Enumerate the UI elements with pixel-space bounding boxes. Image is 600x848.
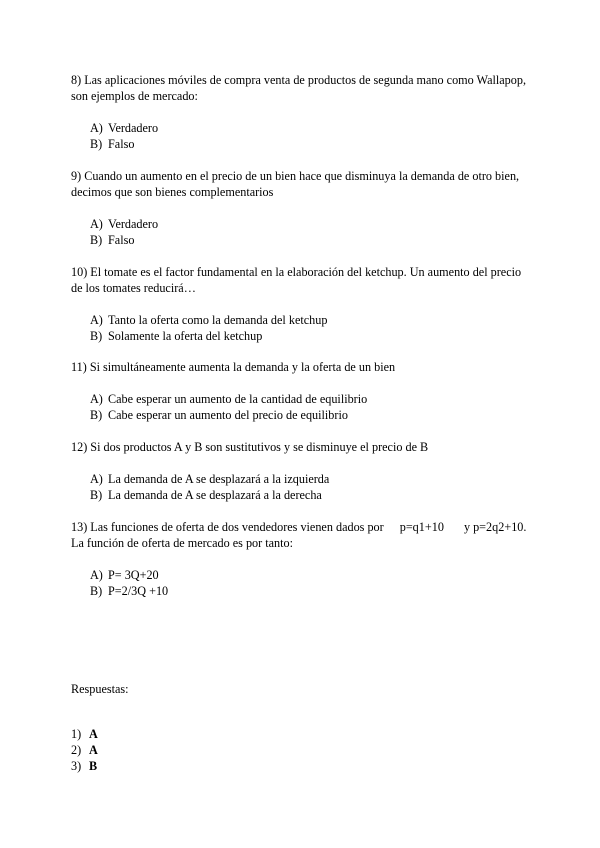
question-text: 12) Si dos productos A y B son sustitutivos y se disminuye el precio de B bbox=[71, 440, 429, 454]
option-b bbox=[71, 407, 531, 423]
question-10 bbox=[71, 264, 531, 344]
formula-2: y p=2q2+10. bbox=[463, 520, 527, 534]
option-text: Falso bbox=[108, 137, 135, 151]
question-13 bbox=[71, 519, 531, 599]
option-letter: A) bbox=[90, 472, 103, 486]
option-text: Falso bbox=[108, 233, 135, 247]
responses-heading: Respuestas: bbox=[71, 682, 129, 696]
formula-1: p=q1+10 bbox=[399, 520, 444, 534]
question-12 bbox=[71, 439, 531, 503]
option-a bbox=[71, 567, 531, 583]
option-letter: A) bbox=[90, 392, 103, 406]
question-text: 11) Si simultáneamente aumenta la demanda y la oferta de un bien bbox=[71, 360, 396, 374]
option-text: P= 3Q+20 bbox=[108, 568, 159, 582]
options-list bbox=[71, 471, 531, 503]
option-text: Verdadero bbox=[108, 217, 159, 231]
option-letter: A) bbox=[90, 568, 103, 582]
option-letter: B) bbox=[90, 137, 103, 151]
answer-value: A bbox=[89, 743, 98, 757]
question-11 bbox=[71, 359, 531, 423]
question-8 bbox=[71, 72, 531, 152]
option-text: P=2/3Q +10 bbox=[108, 584, 169, 598]
question-text: 8) Las aplicaciones móviles de compra venta de productos de segunda mano como Wallapop, son ejemplos de mercado: bbox=[71, 73, 527, 103]
options-list bbox=[71, 312, 531, 344]
question-9 bbox=[71, 168, 531, 248]
options-list bbox=[71, 120, 531, 152]
option-b bbox=[71, 136, 531, 152]
answer-number: 2) bbox=[71, 743, 82, 757]
question-text: 9) Cuando un aumento en el precio de un bien hace que disminuya la demanda de otro bien, decimos que son bienes complementarios bbox=[71, 169, 520, 199]
question-text: 10) El tomate es el factor fundamental en la elaboración del ketchup. Un aumento del precio de los tomates reducirá… bbox=[71, 265, 522, 295]
question-text-part: 13) Las funciones de oferta de dos vendedores vienen dados por bbox=[71, 520, 384, 534]
option-text: Tanto la oferta como la demanda del ketchup bbox=[108, 313, 328, 327]
option-letter: B) bbox=[90, 408, 103, 422]
option-b bbox=[71, 232, 531, 248]
option-a bbox=[71, 216, 531, 232]
option-letter: B) bbox=[90, 488, 103, 502]
answer-value: B bbox=[89, 759, 98, 773]
option-a bbox=[71, 120, 531, 136]
question-text bbox=[71, 519, 531, 551]
answer-number: 3) bbox=[71, 759, 82, 773]
option-a bbox=[71, 471, 531, 487]
option-b bbox=[71, 487, 531, 503]
option-b bbox=[71, 328, 531, 344]
options-list bbox=[71, 216, 531, 248]
option-b bbox=[71, 583, 531, 599]
option-letter: B) bbox=[90, 329, 103, 343]
option-text: Solamente la oferta del ketchup bbox=[108, 329, 263, 343]
option-a bbox=[71, 391, 531, 407]
option-letter: A) bbox=[90, 121, 103, 135]
answer-number: 1) bbox=[71, 727, 82, 741]
option-letter: A) bbox=[90, 313, 103, 327]
option-text: Cabe esperar un aumento del precio de equilibrio bbox=[108, 408, 348, 422]
question-text-part: La función de oferta de mercado es por tanto: bbox=[71, 536, 293, 550]
answer-value: A bbox=[89, 727, 98, 741]
options-list bbox=[71, 391, 531, 423]
option-letter: B) bbox=[90, 584, 103, 598]
option-text: Cabe esperar un aumento de la cantidad de equilibrio bbox=[108, 392, 368, 406]
option-text: La demanda de A se desplazará a la izquierda bbox=[108, 472, 330, 486]
option-a bbox=[71, 312, 531, 328]
option-letter: A) bbox=[90, 217, 103, 231]
option-text: Verdadero bbox=[108, 121, 159, 135]
option-letter: B) bbox=[90, 233, 103, 247]
options-list bbox=[71, 567, 531, 599]
option-text: La demanda de A se desplazará a la derecha bbox=[108, 488, 322, 502]
